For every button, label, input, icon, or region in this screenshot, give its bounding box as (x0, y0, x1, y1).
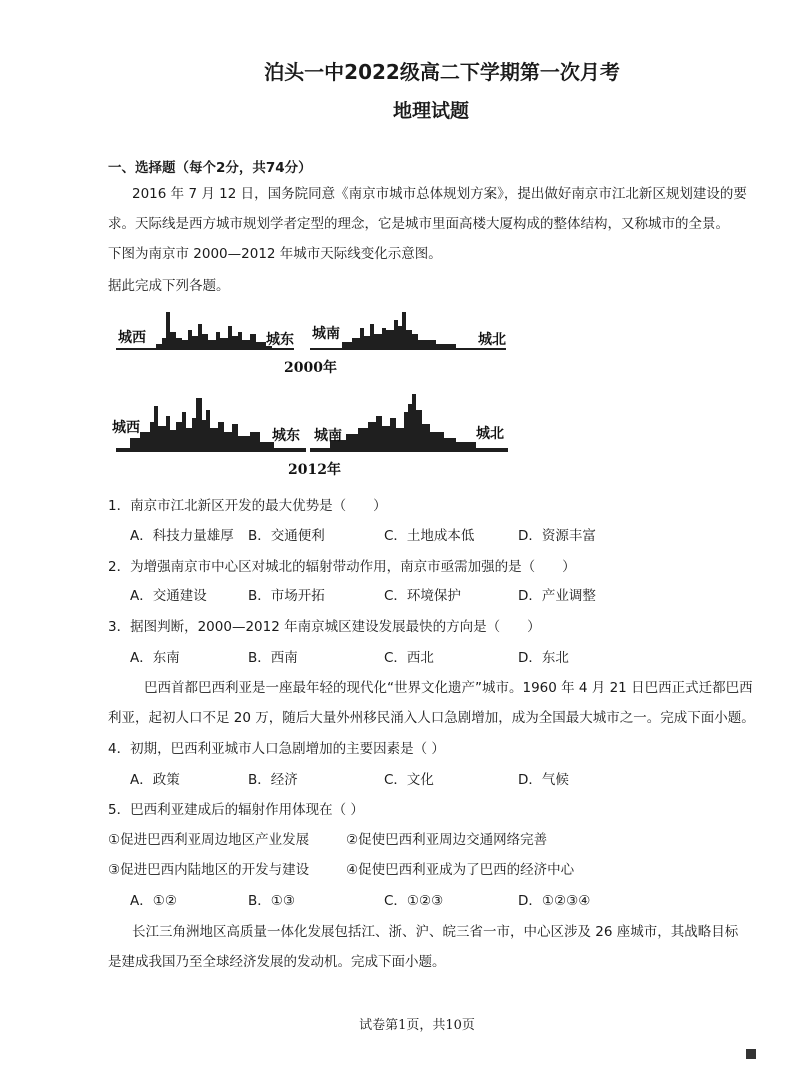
passage1-line: 下图为南京市 2000—2012 年城市天际线变化示意图。 (108, 246, 442, 262)
exam-title: 泊头一中2022级高二下学期第一次月考 (264, 60, 620, 84)
q4-option-d: D．气候 (518, 772, 569, 788)
passage1-line: 2016 年 7 月 12 日，国务院同意《南京市城市总体规划方案》，提出做好南京市江北新区规划建设的要 (132, 186, 747, 202)
q4-option-a: A．政策 (130, 772, 180, 788)
q4-option-c: C．文化 (384, 772, 434, 788)
passage2-line: 利亚，起初人口不足 20 万，随后大量外州移民涌入人口急剧增加，成为全国最大城市之一。完成下面小题。 (108, 710, 755, 726)
question-3-stem: 3．据图判断，2000—2012 年南京城区建设发展最快的方向是（ ） (108, 619, 541, 635)
label-north-2000: 城北 (478, 332, 506, 348)
label-north-2012: 城北 (476, 426, 504, 442)
label-west-2012: 城西 (112, 420, 140, 436)
label-west-2000: 城西 (118, 330, 146, 346)
q5-item-1: ①促进巴西利亚周边地区产业发展 (108, 832, 310, 848)
question-5-stem: 5．巴西利亚建成后的辐射作用体现在（ ） (108, 802, 364, 818)
passage3-line: 长江三角洲地区高质量一体化发展包括江、浙、沪、皖三省一市，中心区涉及 26 座城市，其战略目标 (132, 924, 739, 940)
question-2-stem: 2．为增强南京市中心区对城北的辐射带动作用，南京市亟需加强的是（ ） (108, 559, 576, 575)
label-south-2012: 城南 (314, 428, 342, 444)
label-east-2000: 城东 (266, 332, 294, 348)
label-east-2012: 城东 (272, 428, 300, 444)
year-2012-label: 2012年 (288, 462, 341, 478)
section-heading: 一、选择题（每个2分，共74分） (108, 160, 312, 176)
qr-code-icon (746, 1049, 756, 1059)
q3-option-a: A．东南 (130, 650, 180, 666)
q5-item-3: ③促进巴西内陆地区的开发与建设 (108, 862, 310, 878)
q3-option-d: D．东北 (518, 650, 569, 666)
q1-option-d: D．资源丰富 (518, 528, 596, 544)
q1-option-b: B．交通便利 (248, 528, 325, 544)
question-4-stem: 4．初期，巴西利亚城市人口急剧增加的主要因素是（ ） (108, 741, 445, 757)
question-1-stem: 1．南京市江北新区开发的最大优势是（ ） (108, 498, 387, 514)
q3-option-b: B．西南 (248, 650, 298, 666)
q2-option-a: A．交通建设 (130, 588, 207, 604)
year-2000-label: 2000年 (284, 360, 337, 376)
label-south-2000: 城南 (312, 326, 340, 342)
page-footer: 试卷第1页，共10页 (359, 1018, 475, 1033)
q5-option-b: B．①③ (248, 893, 295, 909)
passage1-line: 据此完成下列各题。 (108, 278, 230, 294)
q3-option-c: C．西北 (384, 650, 434, 666)
q1-option-a: A．科技力量雄厚 (130, 528, 234, 544)
q5-item-2: ②促使巴西利亚周边交通网络完善 (346, 832, 548, 848)
q2-option-c: C．环境保护 (384, 588, 461, 604)
q5-item-4: ④促使巴西利亚成为了巴西的经济中心 (346, 862, 575, 878)
q5-option-c: C．①②③ (384, 893, 444, 909)
q2-option-b: B．市场开拓 (248, 588, 325, 604)
q2-option-d: D．产业调整 (518, 588, 596, 604)
passage2-line: 巴西首都巴西利亚是一座最年轻的现代化“世界文化遗产”城市。1960 年 4 月 21 日巴西正式迁都巴西 (144, 680, 753, 696)
skyline-figure-2012 (110, 392, 520, 482)
q5-option-a: A．①② (130, 893, 177, 909)
passage3-line: 是建成我国乃至全球经济发展的发动机。完成下面小题。 (108, 954, 446, 970)
q1-option-c: C．土地成本低 (384, 528, 475, 544)
exam-subtitle: 地理试题 (392, 100, 469, 122)
q4-option-b: B．经济 (248, 772, 298, 788)
passage1-line: 求。天际线是西方城市规划学者定型的理念，它是城市里面高楼大厦构成的整体结构，又称城市的全景。 (108, 216, 729, 232)
skyline-figure-2000 (116, 310, 516, 380)
q5-option-d: D．①②③④ (518, 893, 591, 909)
